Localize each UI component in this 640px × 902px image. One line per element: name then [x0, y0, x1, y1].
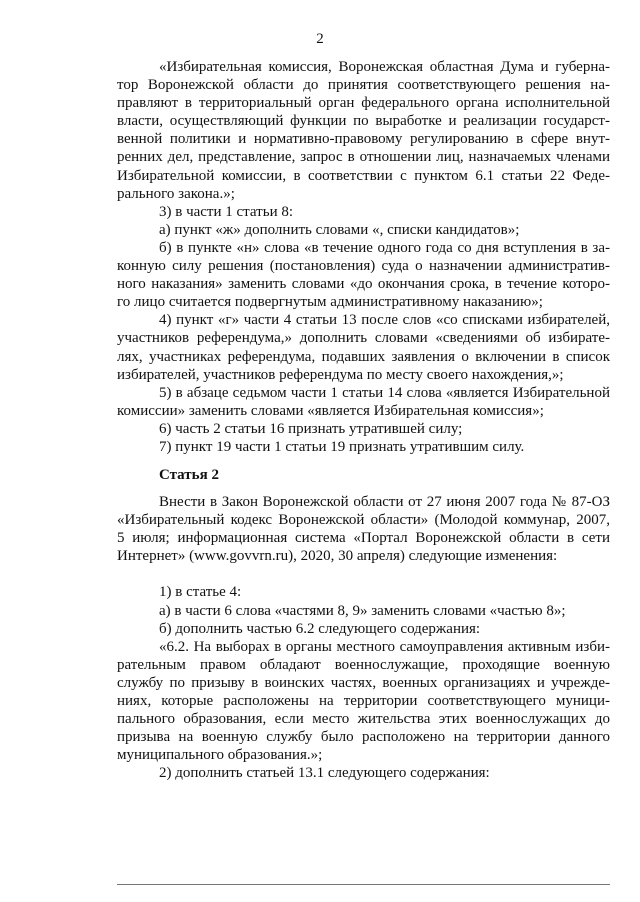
text-line: ного наказания» заменить словами «до окончания срока, в течение которо- — [117, 276, 610, 293]
paragraph-q1 — [117, 493, 610, 565]
text-line: тор Воронежской области до принятия соответствующего решения на- — [117, 77, 610, 94]
paragraph-p6 — [117, 384, 610, 420]
article-heading: Статья 2 — [159, 467, 219, 484]
article-2-changes — [117, 583, 610, 782]
text-line: «Избирательная комиссия, Воронежская областная Дума и губерна- — [159, 59, 610, 75]
footer-divider — [117, 884, 610, 885]
text-line: а) пункт «ж» дополнить словами «, списки кандидатов»; — [159, 221, 520, 238]
paragraph-p8 — [117, 438, 610, 456]
paragraph-r2 — [117, 602, 610, 620]
text-line: Избирательной комиссии, в соответствии с пунктом 6.1 статьи 22 Феде- — [117, 167, 610, 184]
text-line: муниципального образования.»; — [117, 747, 323, 764]
text-line: 7) пункт 19 части 1 статьи 19 признать утратившим силу. — [159, 438, 525, 455]
text-line: венной политики и нормативно-правовому регулированию в сфере внут- — [117, 131, 610, 148]
text-line: конную силу решения (постановления) суда о назначении административ- — [117, 258, 610, 275]
text-line: призыва на военную службу было расположено на территории данного — [117, 729, 610, 746]
paragraph-r4 — [117, 638, 610, 765]
text-line: «Избирательный кодекс Воронежской области» (Молодой коммунар, 2007, — [117, 512, 610, 529]
article-2-intro — [117, 493, 610, 565]
article-1-continuation — [117, 58, 610, 456]
text-line: 4) пункт «г» части 4 статьи 13 после слов «со списками избирателей, — [159, 312, 610, 329]
paragraph-p3 — [117, 221, 610, 239]
spacer — [117, 565, 610, 583]
text-line: го лицо считается подвергнутым административному наказанию»; — [117, 294, 543, 311]
paragraph-r5 — [117, 764, 610, 782]
text-line: б) в пункте «н» слова «в течение одного года со дня вступления в за- — [159, 239, 610, 256]
text-line: 1) в статье 4: — [159, 584, 242, 601]
text-line: б) дополнить частью 6.2 следующего содержания: — [159, 620, 481, 637]
text-line: правляют в территориальный орган федерального органа исполнительной — [117, 95, 610, 112]
text-line: 2) дополнить статьей 13.1 следующего содержания: — [159, 765, 490, 782]
text-line: 3) в части 1 статьи 8: — [159, 203, 294, 220]
text-line: службу по призыву в воинских частях, военных организациях и учрежде- — [117, 674, 610, 691]
text-line: ренних дел, представление, запрос в отношении лиц, назначаемых членами — [117, 149, 610, 166]
paragraph-p5 — [117, 311, 610, 383]
text-line: участников референдума,» дополнить словами «сведениями об избирате- — [117, 330, 610, 347]
text-line: пального образования, если место жительства этих военнослужащих до — [117, 711, 610, 728]
paragraph-p1 — [117, 58, 610, 203]
text-line: власти, осуществляющий функции по выработке и реализации государст- — [117, 113, 610, 130]
text-line: Внести в Закон Воронежской области от 27 июня 2007 года № 87-ОЗ — [159, 494, 610, 511]
document-body — [117, 58, 610, 782]
text-line: рательным правом обладают военнослужащие, проходящие военную — [117, 656, 610, 673]
text-line: 5 июля; информационная система «Портал Воронежской области в сети — [117, 530, 610, 547]
paragraph-p2 — [117, 203, 610, 221]
page-number: 2 — [316, 31, 324, 47]
text-line: лях, участниках референдума, подавших заявления о включении в список — [117, 348, 610, 365]
text-line: 6) часть 2 статьи 16 признать утратившей силу; — [159, 420, 463, 437]
text-line: 5) в абзаце седьмом части 1 статьи 14 слова «является Избирательной — [159, 384, 610, 401]
text-line: избирателей, участников референдума по месту своего нахождения,»; — [117, 366, 564, 383]
paragraph-r3 — [117, 620, 610, 638]
text-line: Интернет» (www.govvrn.ru), 2020, 30 апреля) следующие изменения: — [117, 548, 558, 565]
text-line: ниях, которые расположены на территории соответствующего муници- — [117, 693, 610, 709]
paragraph-r1 — [117, 583, 610, 601]
text-line: комиссии» заменить словами «является Избирательная комиссия»; — [117, 402, 544, 419]
text-line: рального закона.»; — [117, 185, 235, 202]
text-line: а) в части 6 слова «частями 8, 9» заменить словами «частью 8»; — [159, 602, 566, 619]
paragraph-p4 — [117, 239, 610, 311]
paragraph-p7 — [117, 420, 610, 438]
text-line: «6.2. На выборах в органы местного самоуправления активным изби- — [159, 638, 610, 655]
